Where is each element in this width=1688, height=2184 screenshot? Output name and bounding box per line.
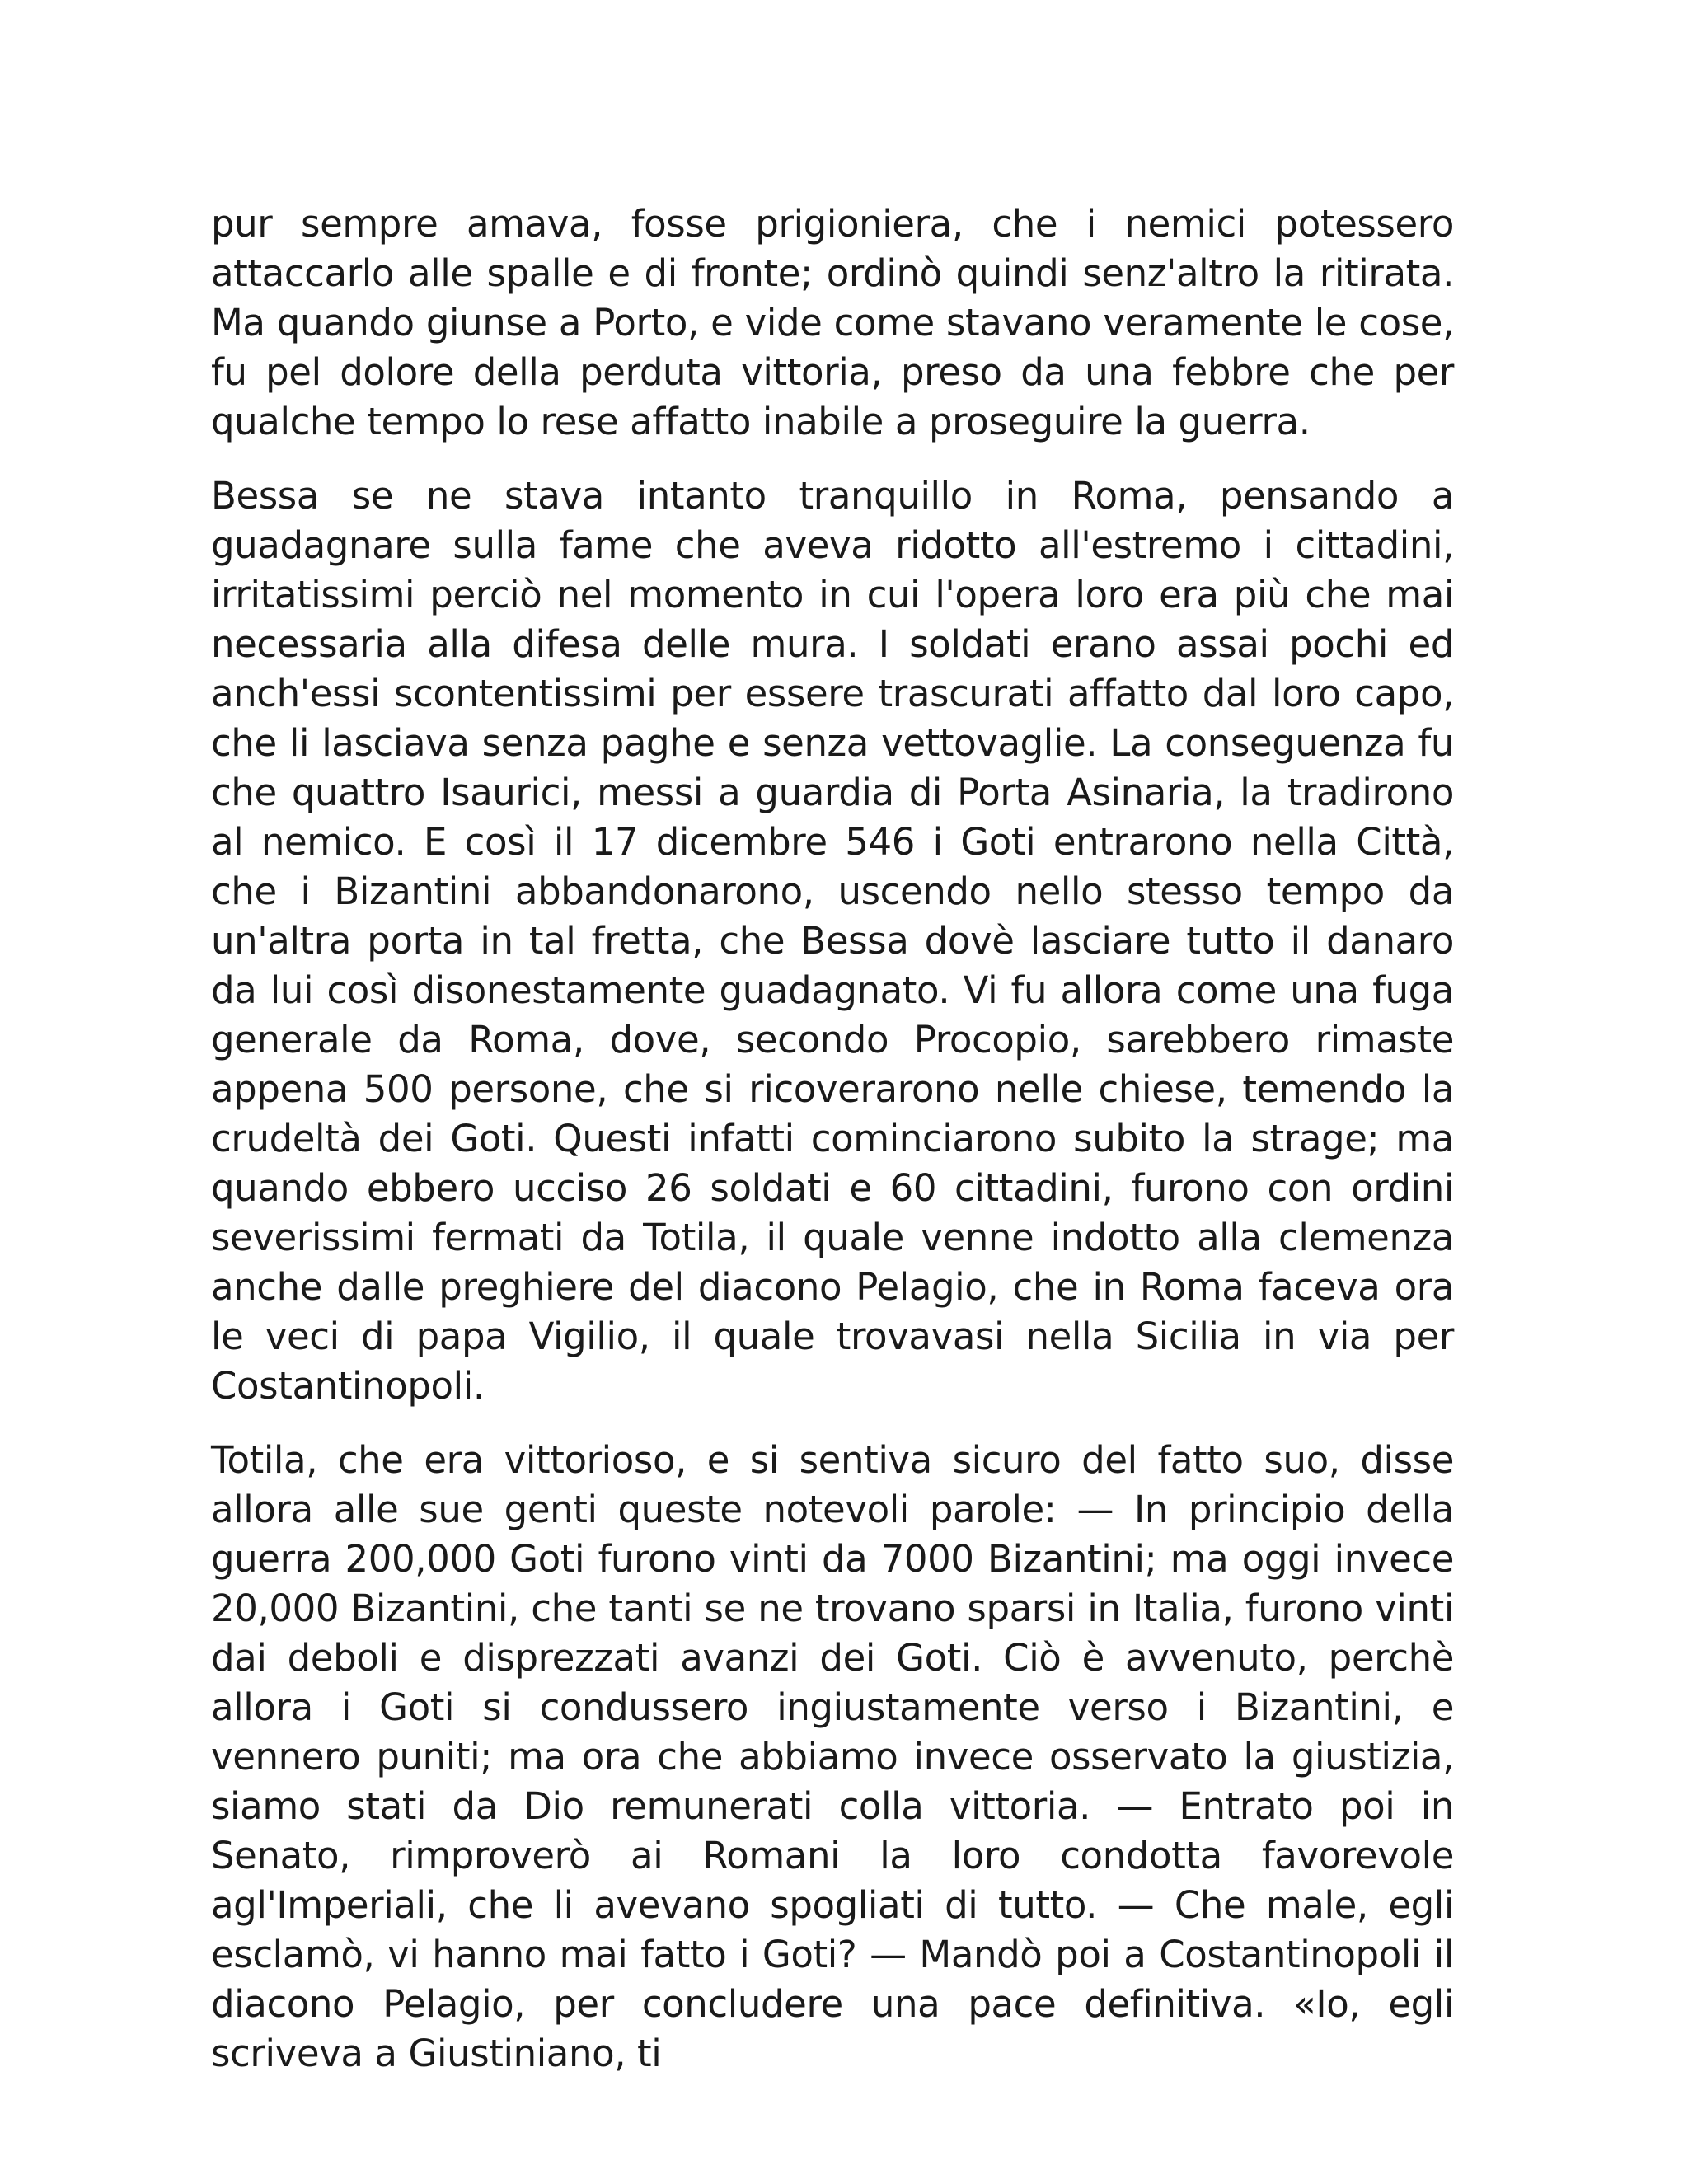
paragraph-totila-speech: Totila, che era vittorioso, e si sentiva sicuro del fatto suo, disse allora alle sue genti queste notevoli parole: — In principio della guerra 200,000 Goti furono vinti da 7000 Bizantini; ma oggi invece 20,000 Bizantini, che tanti se ne trovano sparsi in Italia, furono vinti dai deboli e disprezzati avanzi dei Goti. Ciò è avvenuto, perchè allora i Goti si condussero ingiustamente verso i Bizantini, e vennero puniti; ma ora che abbiamo invece osservato la giustizia, siamo stati da Dio remunerati colla vittoria. — Entrato poi in Senato, rimproverò ai Romani la loro condotta favorevole agl'Imperiali, che li avevano spogliati di tutto. — Che male, egli esclamò, vi hanno mai fatto i Goti? — Mandò poi a Costantinopoli il diacono Pelagio, per concludere una pace definitiva. «Io, egli scriveva a Giustiniano, ti	[211, 1438, 1454, 2075]
paragraph-retreat: pur sempre amava, fosse prigioniera, che i nemici potessero attaccarlo alle spalle e di fronte; ordinò quindi senz'altro la ritirata. Ma quando giunse a Porto, e vide come stavano veramente le cose, fu pel dolore della perduta vittoria, preso da una febbre che per qualche tempo lo rese affatto inabile a proseguire la guerra.	[211, 202, 1454, 443]
document-page	[211, 199, 1454, 2103]
paragraph-fall-of-rome: Bessa se ne stava intanto tranquillo in Roma, pensando a guadagnare sulla fame che aveva ridotto all'estremo i cittadini, irritatissimi perciò nel momento in cui l'opera loro era più che mai necessaria alla difesa delle mura. I soldati erano assai pochi ed anch'essi scontentissimi per essere trascurati affatto dal loro capo, che li lasciava senza paghe e senza vettovaglie. La conseguenza fu che quattro Isaurici, messi a guardia di Porta Asinaria, la tradirono al nemico. E così il 17 dicembre 546 i Goti entrarono nella Città, che i Bizantini abbandonarono, uscendo nello stesso tempo da un'altra porta in tal fretta, che Bessa dovè lasciare tutto il danaro da lui così disonestamente guadagnato. Vi fu allora come una fuga generale da Roma, dove, secondo Procopio, sarebbero rimaste appena 500 persone, che si ricoverarono nelle chiese, temendo la crudeltà dei Goti. Questi infatti cominciarono subito la strage; ma quando ebbero ucciso 26 soldati e 60 cittadini, furono con ordini severissimi fermati da Totila, il quale venne indotto alla clemenza anche dalle preghiere del diacono Pelagio, che in Roma faceva ora le veci di papa Vigilio, il quale trovavasi nella Sicilia in via per Costantinopoli.	[211, 474, 1454, 1408]
